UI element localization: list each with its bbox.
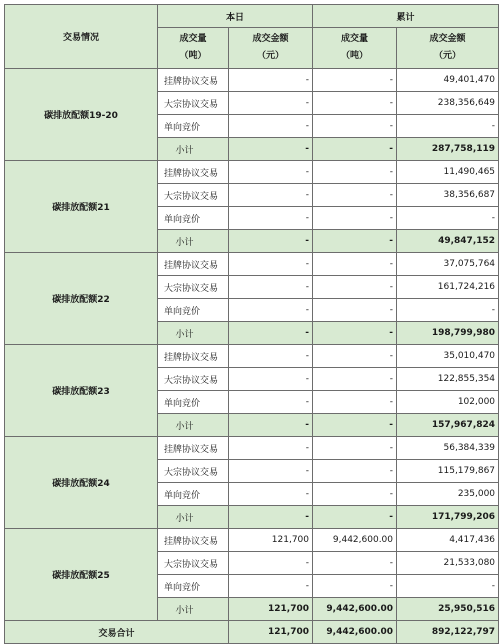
today-volume-cell: -: [229, 207, 313, 230]
cumulative-volume-cell: 56,384,339: [397, 437, 499, 460]
today-volume-cell: -: [229, 161, 313, 184]
volume-unit: （吨）: [341, 51, 369, 61]
today-volume-cell: -: [229, 345, 313, 368]
total-today-volume: 121,700: [229, 621, 313, 644]
table-row: [5, 161, 499, 184]
total-label: 交易合计: [5, 621, 229, 644]
amount-unit: （元）: [434, 51, 462, 61]
today-volume-cell: -: [229, 575, 313, 598]
today-amount-cell: -: [313, 161, 397, 184]
subtotal-today-amount: -: [313, 506, 397, 529]
cumulative-volume-cell: 37,075,764: [397, 253, 499, 276]
today-volume-cell: -: [229, 115, 313, 138]
table-row: [5, 437, 499, 460]
header-today: 本日: [158, 5, 313, 28]
today-volume-cell: -: [229, 69, 313, 92]
subtotal-today-amount: -: [313, 414, 397, 437]
cumulative-volume-cell: -: [397, 207, 499, 230]
cumulative-volume-cell: 161,724,216: [397, 276, 499, 299]
today-volume-cell: 121,700: [229, 529, 313, 552]
amount-label: 成交金额: [252, 34, 289, 44]
header-today-amount: [229, 28, 313, 69]
total-today-amount: 9,442,600.00: [313, 621, 397, 644]
subtotal-cumulative-volume: 198,799,980: [397, 322, 499, 345]
today-amount-cell: -: [313, 184, 397, 207]
today-volume-cell: -: [229, 253, 313, 276]
allowance-group-label: 碳排放配额22: [5, 253, 158, 345]
today-amount-cell: -: [313, 253, 397, 276]
trade-type-label: 单向竞价: [158, 483, 229, 506]
header-cum-amount: [397, 28, 499, 69]
today-amount-cell: -: [313, 92, 397, 115]
volume-unit: （吨）: [179, 51, 207, 61]
total-cumulative-volume: 892,122,797: [397, 621, 499, 644]
subtotal-cumulative-volume: 49,847,152: [397, 230, 499, 253]
table-row: [5, 253, 499, 276]
subtotal-cumulative-volume: 157,967,824: [397, 414, 499, 437]
trade-type-label: 挂牌协议交易: [158, 161, 229, 184]
subtotal-today-volume: -: [229, 322, 313, 345]
header-today-volume: [158, 28, 229, 69]
trade-type-label: 单向竞价: [158, 115, 229, 138]
total-row: [5, 621, 499, 644]
header-cumulative: 累计: [313, 5, 499, 28]
header-row-1: [5, 5, 499, 28]
table-row: [5, 69, 499, 92]
subtotal-cumulative-volume: 171,799,206: [397, 506, 499, 529]
today-volume-cell: -: [229, 391, 313, 414]
allowance-group-label: 碳排放配额24: [5, 437, 158, 529]
today-amount-cell: -: [313, 368, 397, 391]
header-category: 交易情况: [5, 5, 158, 69]
volume-label: 成交量: [179, 34, 207, 44]
cumulative-volume-cell: 49,401,470: [397, 69, 499, 92]
amount-unit: （元）: [257, 51, 285, 61]
table-row: [5, 345, 499, 368]
trade-type-label: 挂牌协议交易: [158, 437, 229, 460]
allowance-group-label: 碳排放配额19-20: [5, 69, 158, 161]
trade-type-label: 大宗协议交易: [158, 276, 229, 299]
trade-type-label: 大宗协议交易: [158, 552, 229, 575]
trade-type-label: 大宗协议交易: [158, 184, 229, 207]
cumulative-volume-cell: 35,010,470: [397, 345, 499, 368]
cumulative-volume-cell: 122,855,354: [397, 368, 499, 391]
cumulative-volume-cell: -: [397, 575, 499, 598]
trade-type-label: 挂牌协议交易: [158, 69, 229, 92]
allowance-group-label: 碳排放配额21: [5, 161, 158, 253]
today-volume-cell: -: [229, 92, 313, 115]
subtotal-label: 小计: [158, 506, 229, 529]
header-cum-volume: [313, 28, 397, 69]
allowance-group-label: 碳排放配额25: [5, 529, 158, 621]
trade-type-label: 挂牌协议交易: [158, 253, 229, 276]
today-amount-cell: -: [313, 299, 397, 322]
subtotal-today-volume: -: [229, 506, 313, 529]
allowance-group-label: 碳排放配额23: [5, 345, 158, 437]
today-amount-cell: -: [313, 69, 397, 92]
table-body: [5, 5, 499, 644]
today-amount-cell: 9,442,600.00: [313, 529, 397, 552]
today-volume-cell: -: [229, 460, 313, 483]
trading-summary: [4, 4, 499, 644]
subtotal-today-amount: 9,442,600.00: [313, 598, 397, 621]
volume-label: 成交量: [341, 34, 369, 44]
cumulative-volume-cell: 38,356,687: [397, 184, 499, 207]
cumulative-volume-cell: 4,417,436: [397, 529, 499, 552]
trade-type-label: 单向竞价: [158, 207, 229, 230]
subtotal-label: 小计: [158, 322, 229, 345]
amount-label: 成交金额: [429, 34, 466, 44]
today-amount-cell: -: [313, 345, 397, 368]
cumulative-volume-cell: 11,490,465: [397, 161, 499, 184]
trade-type-label: 单向竞价: [158, 299, 229, 322]
today-amount-cell: -: [313, 437, 397, 460]
today-volume-cell: -: [229, 276, 313, 299]
subtotal-today-volume: -: [229, 138, 313, 161]
subtotal-today-volume: -: [229, 230, 313, 253]
today-volume-cell: -: [229, 299, 313, 322]
subtotal-today-amount: -: [313, 322, 397, 345]
cumulative-volume-cell: -: [397, 115, 499, 138]
today-amount-cell: -: [313, 552, 397, 575]
subtotal-today-volume: -: [229, 414, 313, 437]
subtotal-label: 小计: [158, 138, 229, 161]
subtotal-today-amount: -: [313, 230, 397, 253]
subtotal-cumulative-volume: 287,758,119: [397, 138, 499, 161]
trading-table: [4, 4, 499, 644]
today-amount-cell: -: [313, 575, 397, 598]
trade-type-label: 大宗协议交易: [158, 92, 229, 115]
today-volume-cell: -: [229, 437, 313, 460]
subtotal-today-volume: 121,700: [229, 598, 313, 621]
table-row: [5, 529, 499, 552]
cumulative-volume-cell: 21,533,080: [397, 552, 499, 575]
today-amount-cell: -: [313, 483, 397, 506]
trade-type-label: 挂牌协议交易: [158, 529, 229, 552]
today-volume-cell: -: [229, 552, 313, 575]
cumulative-volume-cell: 115,179,867: [397, 460, 499, 483]
trade-type-label: 单向竞价: [158, 391, 229, 414]
today-amount-cell: -: [313, 207, 397, 230]
trade-type-label: 大宗协议交易: [158, 460, 229, 483]
today-amount-cell: -: [313, 460, 397, 483]
subtotal-label: 小计: [158, 230, 229, 253]
trade-type-label: 挂牌协议交易: [158, 345, 229, 368]
today-amount-cell: -: [313, 391, 397, 414]
cumulative-volume-cell: 102,000: [397, 391, 499, 414]
trade-type-label: 大宗协议交易: [158, 368, 229, 391]
today-volume-cell: -: [229, 184, 313, 207]
subtotal-today-amount: -: [313, 138, 397, 161]
today-amount-cell: -: [313, 115, 397, 138]
today-volume-cell: -: [229, 368, 313, 391]
subtotal-cumulative-volume: 25,950,516: [397, 598, 499, 621]
cumulative-volume-cell: 235,000: [397, 483, 499, 506]
subtotal-label: 小计: [158, 414, 229, 437]
cumulative-volume-cell: 238,356,649: [397, 92, 499, 115]
trade-type-label: 单向竞价: [158, 575, 229, 598]
subtotal-label: 小计: [158, 598, 229, 621]
today-volume-cell: -: [229, 483, 313, 506]
cumulative-volume-cell: -: [397, 299, 499, 322]
today-amount-cell: -: [313, 276, 397, 299]
